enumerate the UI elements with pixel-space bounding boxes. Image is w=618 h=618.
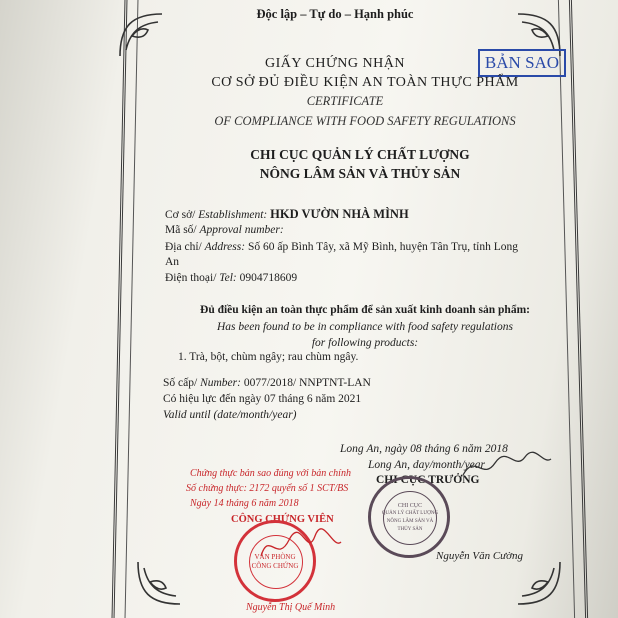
corner-ornament-top-left	[112, 6, 168, 62]
approval-row	[165, 224, 284, 236]
address-row	[165, 241, 518, 253]
certificate-number-row	[163, 377, 371, 389]
agency-seal-text-3: NÔNG LÂM SẢN VÀ	[386, 519, 434, 524]
number-label: Số cấp/	[163, 377, 198, 389]
compliance-statement-vn: Đủ điều kiện an toàn thực phẩm để sản xuất kinh doanh sản phẩm:	[200, 304, 530, 316]
notary-title: CÔNG CHỨNG VIÊN	[231, 514, 334, 525]
address-value-cont: An	[165, 256, 180, 268]
agency-line2: NÔNG LÂM SẢN VÀ THỦY SẢN	[259, 166, 461, 181]
director-signature	[455, 445, 555, 485]
phone-value: 0904718609	[239, 272, 298, 284]
establishment-label-en: Establishment:	[198, 209, 268, 221]
agency-seal-text-4: THỦY SẢN	[397, 527, 423, 532]
national-motto: Độc lập – Tự do – Hạnh phúc	[256, 7, 414, 21]
compliance-statement-en-line2: for following products:	[311, 337, 419, 349]
signer-title: CHI CỤC TRƯỞNG	[376, 474, 480, 486]
product-item-1: 1. Trà, bột, chùm ngây; rau chùm ngây.	[178, 351, 359, 363]
phone-label: Điện thoại/	[165, 272, 217, 284]
title-vn-line2: CƠ SỞ ĐỦ ĐIỀU KIỆN AN TOÀN THỰC PHẨM	[211, 75, 519, 90]
signer-name: Nguyễn Văn Cường	[436, 550, 524, 562]
notary-certification-line3: Ngày 14 tháng 6 năm 2018	[190, 498, 299, 509]
agency-round-seal	[368, 476, 450, 558]
establishment-row	[165, 207, 409, 222]
valid-until-en: Valid until (date/month/year)	[163, 409, 297, 421]
agency-seal-text-1: CHI CỤC	[397, 503, 423, 509]
notary-certification-line1: Chứng thực bản sao đúng với bản chính	[190, 468, 351, 479]
title-en-line1: CERTIFICATE	[306, 94, 384, 108]
notary-name: Nguyễn Thị Quế Minh	[246, 602, 336, 613]
phone-label-en: Tel:	[219, 272, 237, 284]
approval-label: Mã số/	[165, 224, 197, 236]
place-date-en: Long An, day/month/year	[368, 459, 486, 471]
address-label: Địa chỉ/	[165, 241, 202, 253]
title-vn-line1: GIẤY CHỨNG NHẬN	[265, 56, 405, 71]
title-en-line2: OF COMPLIANCE WITH FOOD SAFETY REGULATIONS	[214, 114, 516, 128]
address-label-en: Address:	[204, 241, 246, 253]
place-date-vn: Long An, ngày 08 tháng 6 năm 2018	[340, 443, 508, 455]
valid-until-vn: Có hiệu lực đến ngày 07 tháng 6 năm 2021	[163, 393, 362, 405]
corner-ornament-bottom-left	[130, 556, 186, 612]
notary-certification-line2: Số chứng thực: 2172 quyển số 1 SCT/BS	[186, 483, 349, 494]
agency-seal-text-2: QUẢN LÝ CHẤT LƯỢNG	[381, 511, 439, 516]
establishment-value: HKD VƯỜN NHÀ MÌNH	[270, 207, 409, 221]
compliance-statement-en-line1: Has been found to be in compliance with food safety regulations	[217, 321, 513, 333]
establishment-label: Cơ sở/	[165, 209, 196, 221]
copy-stamp-badge: BẢN SAO	[478, 49, 566, 77]
phone-row	[165, 272, 297, 284]
agency-line1: CHI CỤC QUẢN LÝ CHẤT LƯỢNG	[250, 147, 470, 162]
notary-signature	[255, 520, 345, 570]
address-value: Số 60 ấp Bình Tây, xã Mỹ Bình, huyện Tân Trụ, tỉnh Long	[247, 241, 518, 253]
notary-seal-text: VĂN PHÒNG CÔNG CHỨNG	[251, 553, 299, 570]
number-value: 0077/2018/ NNPTNT-LAN	[243, 377, 371, 389]
approval-label-en: Approval number:	[199, 224, 284, 236]
number-label-en: Number:	[200, 377, 241, 389]
corner-ornament-bottom-right	[512, 556, 568, 612]
agency-seal-inner-ring	[383, 491, 437, 545]
